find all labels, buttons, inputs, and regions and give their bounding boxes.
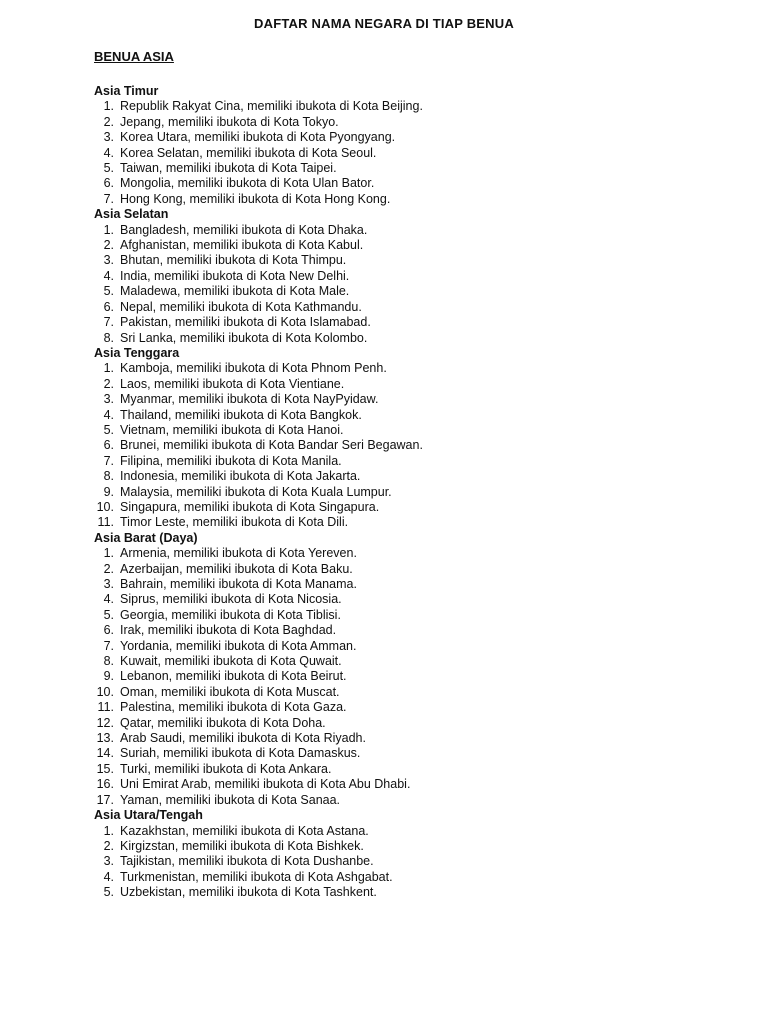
item-number: 6. [103,623,114,638]
region-section [94,346,734,531]
item-number: 2. [103,114,114,129]
item-text: Kamboja, memiliki ibukota di Kota Phnom Penh. [120,361,387,376]
item-text: Malaysia, memiliki ibukota di Kota Kuala Lumpur. [120,484,392,499]
item-text: Mongolia, memiliki ibukota di Kota Ulan Bator. [120,176,375,191]
item-text: Oman, memiliki ibukota di Kota Muscat. [120,684,340,699]
item-number: 1. [103,222,114,237]
item-number: 6. [103,438,114,453]
item-number: 4. [103,145,114,160]
list-item [94,331,734,346]
item-number: 11. [97,700,114,715]
list-item [94,592,734,607]
country-list [94,546,734,808]
item-text: Filipina, memiliki ibukota di Kota Manila. [120,453,342,468]
list-item [94,176,734,191]
list-item [94,454,734,469]
item-text: India, memiliki ibukota di Kota New Delhi. [120,268,350,283]
list-item [94,253,734,268]
list-item [94,408,734,423]
item-text: Bahrain, memiliki ibukota di Kota Manama. [120,577,357,591]
item-number: 7. [103,315,114,330]
item-number: 12. [96,715,114,730]
item-text: Yaman, memiliki ibukota di Kota Sanaa. [120,792,341,807]
item-text: Thailand, memiliki ibukota di Kota Bangkok. [120,407,362,422]
item-text: Kazakhstan, memiliki ibukota di Kota Astana. [120,823,369,838]
region-heading: Asia Utara/Tengah [94,808,203,823]
region-section [94,84,734,207]
item-text: Turki, memiliki ibukota di Kota Ankara. [120,761,332,776]
list-item [94,824,734,839]
list-item [94,793,734,808]
item-text: Vietnam, memiliki ibukota di Kota Hanoi. [120,422,344,437]
item-text: Nepal, memiliki ibukota di Kota Kathmandu. [120,299,362,314]
item-text: Taiwan, memiliki ibukota di Kota Taipei. [120,161,337,176]
list-item [94,700,734,715]
item-number: 6. [103,176,114,191]
item-text: Lebanon, memiliki ibukota di Kota Beirut. [120,669,347,684]
item-text: Republik Rakyat Cina, memiliki ibukota di Kota Beijing. [120,99,423,114]
country-list [94,824,734,901]
list-item [94,716,734,731]
list-item [94,361,734,376]
list-item [94,192,734,207]
item-text: Tajikistan, memiliki ibukota di Kota Dushanbe. [120,854,374,869]
item-number: 7. [103,191,114,206]
list-item [94,392,734,407]
list-item [94,746,734,761]
region-heading: Asia Timur [94,84,159,98]
region-heading: Asia Tenggara [94,345,180,360]
item-number: 1. [103,823,114,838]
item-text: Siprus, memiliki ibukota di Kota Nicosia. [120,592,342,607]
item-number: 4. [103,407,114,422]
country-list [94,223,734,346]
list-item [94,377,734,392]
item-number: 8. [103,654,114,669]
item-number: 5. [103,422,114,437]
item-number: 17. [96,792,114,807]
item-text: Uni Emirat Arab, memiliki ibukota di Kota Abu Dhabi. [120,777,411,792]
item-number: 10. [96,684,114,699]
list-item [94,238,734,253]
item-text: Hong Kong, memiliki ibukota di Kota Hong Kong. [120,191,391,206]
region-section [94,808,734,900]
item-number: 5. [103,607,114,622]
list-item [94,608,734,623]
list-item [94,885,734,900]
item-text: Kuwait, memiliki ibukota di Kota Quwait. [120,654,342,669]
item-text: Indonesia, memiliki ibukota di Kota Jakarta. [120,469,361,484]
list-item [94,315,734,330]
item-text: Bhutan, memiliki ibukota di Kota Thimpu. [120,253,347,268]
list-item [94,685,734,700]
item-number: 1. [103,546,114,561]
region-section [94,531,734,808]
item-number: 8. [103,330,114,345]
item-number: 4. [103,592,114,607]
item-number: 3. [103,577,114,591]
list-item [94,839,734,854]
item-number: 9. [103,484,114,499]
list-item [94,99,734,114]
list-item [94,130,734,145]
item-number: 5. [103,161,114,176]
list-item [94,223,734,238]
item-number: 2. [103,838,114,853]
list-item [94,515,734,530]
item-text: Korea Selatan, memiliki ibukota di Kota Seoul. [120,145,377,160]
list-item [94,654,734,669]
item-text: Timor Leste, memiliki ibukota di Kota Dili. [120,515,349,530]
item-text: Suriah, memiliki ibukota di Kota Damaskus. [120,746,361,761]
item-number: 2. [103,561,114,576]
item-text: Turkmenistan, memiliki ibukota di Kota Ashgabat. [120,869,393,884]
list-item [94,562,734,577]
item-number: 1. [103,361,114,376]
page-title: DAFTAR NAMA NEGARA DI TIAP BENUA [254,16,514,31]
item-number: 7. [103,453,114,468]
country-list [94,361,734,530]
list-item [94,577,734,592]
list-item [94,423,734,438]
item-number: 3. [103,854,114,869]
list-item [94,438,734,453]
list-item [94,469,734,484]
item-number: 4. [103,268,114,283]
item-text: Bangladesh, memiliki ibukota di Kota Dhaka. [120,222,368,237]
item-number: 8. [103,469,114,484]
item-number: 13. [96,731,114,746]
list-item [94,284,734,299]
item-text: Palestina, memiliki ibukota di Kota Gaza. [120,700,347,715]
item-text: Georgia, memiliki ibukota di Kota Tiblisi. [120,607,341,622]
item-text: Myanmar, memiliki ibukota di Kota NayPyidaw. [120,392,379,407]
list-item [94,485,734,500]
region-section [94,207,734,346]
item-number: 9. [103,669,114,684]
item-text: Uzbekistan, memiliki ibukota di Kota Tashkent. [120,885,377,900]
list-item [94,161,734,176]
list-item [94,500,734,515]
list-item [94,777,734,792]
item-number: 6. [103,299,114,314]
item-text: Pakistan, memiliki ibukota di Kota Islamabad. [120,315,371,330]
item-text: Maladewa, memiliki ibukota di Kota Male. [120,284,350,299]
item-number: 10. [96,499,114,514]
item-text: Afghanistan, memiliki ibukota di Kota Kabul. [120,238,364,253]
item-text: Jepang, memiliki ibukota di Kota Tokyo. [120,114,339,129]
item-number: 3. [103,253,114,268]
item-text: Yordania, memiliki ibukota di Kota Amman. [120,638,357,653]
list-item [94,546,734,561]
item-number: 2. [103,238,114,253]
list-item [94,762,734,777]
document-body [94,48,734,901]
item-text: Sri Lanka, memiliki ibukota di Kota Kolombo. [120,330,368,345]
item-number: 11. [97,515,114,530]
item-number: 16. [96,777,114,792]
item-text: Azerbaijan, memiliki ibukota di Kota Baku. [120,561,353,576]
list-item [94,146,734,161]
item-text: Arab Saudi, memiliki ibukota di Kota Riyadh. [120,731,366,746]
continent-heading: BENUA ASIA [94,49,174,64]
item-text: Singapura, memiliki ibukota di Kota Singapura. [120,499,380,514]
list-item [94,870,734,885]
item-number: 14. [96,746,114,761]
list-item [94,623,734,638]
item-number: 1. [103,99,114,114]
region-heading: Asia Barat (Daya) [94,530,198,545]
list-item [94,731,734,746]
item-number: 15. [96,761,114,776]
item-number: 7. [103,638,114,653]
list-item [94,669,734,684]
item-text: Laos, memiliki ibukota di Kota Vientiane. [120,376,345,391]
country-list [94,99,734,207]
item-number: 3. [103,392,114,407]
item-number: 3. [103,130,114,145]
region-heading: Asia Selatan [94,207,169,222]
item-text: Korea Utara, memiliki ibukota di Kota Pyongyang. [120,130,396,145]
item-text: Irak, memiliki ibukota di Kota Baghdad. [120,623,337,638]
item-text: Armenia, memiliki ibukota di Kota Yereven. [120,546,357,561]
item-text: Brunei, memiliki ibukota di Kota Bandar Seri Begawan. [120,438,423,453]
list-item [94,854,734,869]
list-item [94,300,734,315]
item-number: 4. [103,869,114,884]
item-text: Qatar, memiliki ibukota di Kota Doha. [120,715,326,730]
list-item [94,115,734,130]
item-number: 5. [103,885,114,900]
item-number: 5. [103,284,114,299]
item-number: 2. [103,376,114,391]
list-item [94,639,734,654]
item-text: Kirgizstan, memiliki ibukota di Kota Bishkek. [120,838,364,853]
list-item [94,269,734,284]
